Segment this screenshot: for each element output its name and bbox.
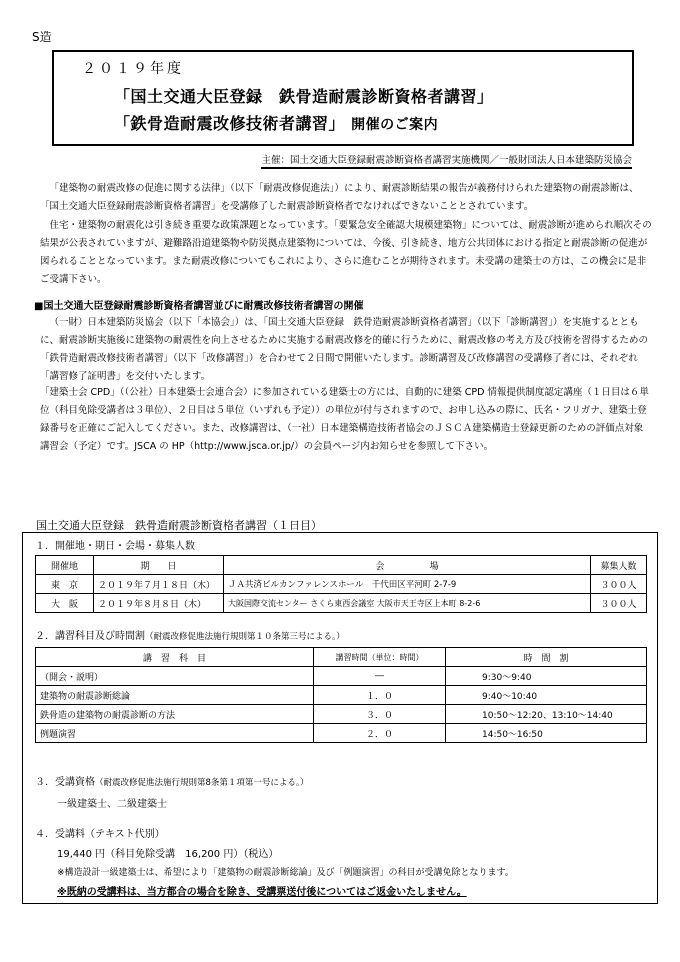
venue-date: ２０１９年８月８日（木） xyxy=(94,594,224,613)
venue-header-date: 期 日 xyxy=(94,556,224,575)
schedule-table-header xyxy=(36,648,647,667)
venue-heading: １．開催地・期日・会場・募集人数 xyxy=(35,541,195,552)
table-row xyxy=(36,575,647,594)
venue-header-hall: 会 場 xyxy=(224,556,591,575)
table-row xyxy=(36,594,647,613)
intro-paragraph-1: 「建築物の耐震改修の促進に関する法律」（以下「耐震改修促進法」）により、耐震診断結果の報告が義務付けられた建築物の耐震診断は、「国土交通大臣登録耐震診断資格者講習」を受講修了した耐震診断資格者でなければできないこととされています。 xyxy=(40,183,639,212)
table-row xyxy=(36,686,647,705)
venue-header-city: 開催地 xyxy=(36,556,94,575)
subject-time: 9:40〜10:40 xyxy=(446,686,647,705)
title-line-2 xyxy=(114,111,622,134)
subject-name: （開会・説明） xyxy=(36,667,314,686)
document-code: S造 xyxy=(32,30,52,44)
section-paragraph-1: （一財）日本建築防災協会（以下「本協会」）は、「国土交通大臣登録 鉄骨造耐震診断資格者講習」（以下「診断講習」）を実施するとともに、耐震診断実施後に建築物の耐震性を向上させるために実施する耐震改修を的確に行うために、耐震改修の考え方及び技術を習得するための「鉄骨造耐震改修技術者講習」（以下「改修講習」）を合わせて２日間で開催いたします。診断講習及び改修講習の受講修了者には、それぞれ「講習修了証明書」を交付いたします。 xyxy=(40,317,649,382)
title-box xyxy=(52,50,634,146)
organizer-line: 主催：国土交通大臣登録耐震診断資格者講習実施機関／一般財団法人日本建築防災協会 xyxy=(261,152,632,169)
subject-name: 鉄骨造の建築物の耐震診断の方法 xyxy=(36,705,314,724)
venue-city: 大 阪 xyxy=(36,594,94,613)
section-paragraph-2: 「建築士会 CPD」（（公社）日本建築士会連合会）に参加されている建築士の方には、自動的に建築 CPD 情報提供制度認定講座（１日目は６単位（科目免除受講者は３単位）、２日目は５単位（いずれも予定））の単位が付与されますので、お申し込みの際に、氏名・フリガナ、建築士登録番号を正確にご記入してください。また、改修講習は、（一社）日本建築構造技術者協会のＪＳＣＡ建築構造士登録更新のための評価点対象講習会（予定）です。JSCA の HP（http://www.jsca.or.jp/）の会員ページ内お知らせを参照して下さい。 xyxy=(40,387,649,452)
eligibility-value: 一級建築士、二級建築士 xyxy=(57,799,167,810)
schedule-heading-note: （耐震改修促進法施行規則第１０条第三号による。） xyxy=(145,632,345,642)
venue-table xyxy=(35,555,647,613)
table-row xyxy=(36,724,647,743)
venue-table-header xyxy=(36,556,647,575)
course-details-box xyxy=(22,532,658,904)
subject-name: 例題演習 xyxy=(36,724,314,743)
eligibility-heading-note: （耐震改修促進法施行規則第8条第１項第一号による。） xyxy=(95,778,309,788)
subject-hours: ２．０ xyxy=(314,724,446,743)
table-row xyxy=(36,667,647,686)
venue-hall: ＪＡ共済ビルカンファレンスホール 千代田区平河町 2-7-9 xyxy=(224,575,591,594)
venue-city: 東 京 xyxy=(36,575,94,594)
venue-date: ２０１９年７月１８日（木） xyxy=(94,575,224,594)
subject-hours: １．０ xyxy=(314,686,446,705)
eligibility-heading-text: ３．受講資格 xyxy=(35,777,95,788)
course-title: 国土交通大臣登録 鉄骨造耐震診断資格者講習（１日目） xyxy=(36,519,322,532)
subject-time: 9:30〜9:40 xyxy=(446,667,647,686)
title-year: ２０１９年度 xyxy=(82,61,184,77)
intro-paragraph-2: 住宅・建築物の耐震化は引き続き重要な政策課題となっています。「要緊急安全確認大規模建築物」については、耐震診断が進められ順次その結果が公表されていますが、避難路沿道建築物や防災拠点建築物については、今後、引き続き、地方公共団体における指定と耐震診断の促進が図られることとなっています。また耐震改修についてもこれにより、さらに進むことが期待されます。未受講の建築士の方は、この機会に是非ご受講下さい。 xyxy=(40,220,652,285)
refund-notice: ※既納の受講料は、当方都合の場合を除き、受講票送付後についてはご返金いたしません。 xyxy=(57,887,467,898)
title-line-2-suffix: 開催のご案内 xyxy=(351,117,439,133)
eligibility-heading xyxy=(35,773,309,788)
table-row xyxy=(36,705,647,724)
fee-value: 19,440 円（科目免除受講 16,200 円）（税込） xyxy=(57,849,279,860)
venue-hall: 大阪国際交流センター さくら東西会議室 大阪市天王寺区上本町 8-2-6 xyxy=(224,594,591,613)
schedule-table xyxy=(35,647,647,743)
venue-capacity: ３００人 xyxy=(591,575,647,594)
fee-heading: ４．受講料（テキスト代別） xyxy=(35,829,165,840)
venue-capacity: ３００人 xyxy=(591,594,647,613)
subject-time: 14:50〜16:50 xyxy=(446,724,647,743)
fee-exemption-note: ※構造設計一級建築士は、希望により「建築物の耐震診断総論」及び「例題演習」の科目が受講免除となります。 xyxy=(57,868,514,878)
schedule-heading xyxy=(35,627,345,642)
subject-name: 建築物の耐震診断総論 xyxy=(36,686,314,705)
subject-hours: ― xyxy=(314,667,446,686)
section-heading: ■国土交通大臣登録耐震診断資格者講習並びに耐震改修技術者講習の開催 xyxy=(34,301,364,312)
subject-time: 10:50〜12:20、13:10〜14:40 xyxy=(446,705,647,724)
venue-header-capacity: 募集人数 xyxy=(591,556,647,575)
schedule-heading-text: ２．講習科目及び時間割 xyxy=(35,631,145,642)
title-line-2-course: 「鉄骨造耐震改修技術者講習」 xyxy=(114,114,346,133)
schedule-header-subject: 講 習 科 目 xyxy=(36,648,314,667)
schedule-header-time: 時 間 割 xyxy=(446,648,647,667)
subject-hours: ３．０ xyxy=(314,705,446,724)
schedule-header-hours: 講習時間（単位：時間） xyxy=(314,648,446,667)
title-line-1: 「国土交通大臣登録 鉄骨造耐震診断資格者講習」 xyxy=(114,87,494,106)
